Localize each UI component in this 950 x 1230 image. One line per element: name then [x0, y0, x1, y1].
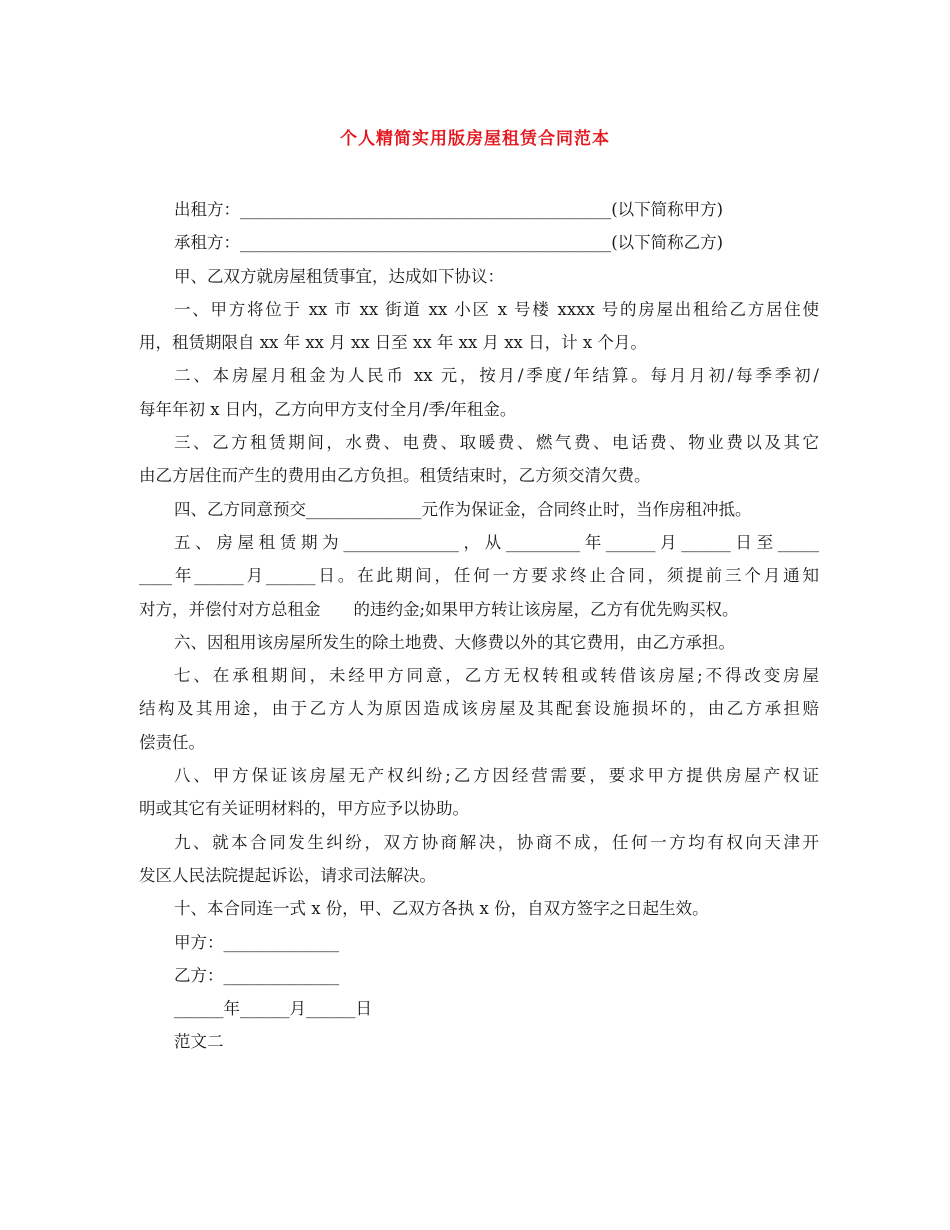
clause-5-line-1: 五、房屋租赁期为______________，从_________年______月______日至_____ [174, 532, 819, 552]
clause-6: 六、因租用该房屋所发生的除土地费、大修费以外的其它费用，由乙方承担。 [174, 632, 735, 652]
signature-date: ______年______月______日 [174, 999, 372, 1019]
clause-9-line-2: 发区人民法院提起诉讼，请求司法解决。 [139, 865, 436, 885]
sample-two-heading: 范文二 [174, 1032, 224, 1052]
document-title: 个人精简实用版房屋租赁合同范本 [340, 129, 610, 149]
landlord-line: 出租方：_____________________________________________(以下简称甲方) [174, 200, 724, 219]
clause-5-line-3: 对方，并偿付对方总租金 的违约金;如果甲方转让该房屋，乙方有优先购买权。 [139, 599, 739, 619]
clause-7-line-1: 七、在承租期间，未经甲方同意，乙方无权转租或转借该房屋;不得改变房屋 [174, 666, 819, 686]
clause-2-line-1: 二、本房屋月租金为人民币 xx 元，按月/季度/年结算。每月月初/每季季初/ [174, 366, 819, 386]
clause-4: 四、乙方同意预交______________元作为保证金，合同终止时，当作房租冲抵。 [174, 499, 752, 519]
agreement-intro: 甲、乙双方就房屋租赁事宜，达成如下协议： [174, 266, 504, 286]
clause-3-line-2: 由乙方居住而产生的费用由乙方负担。租赁结束时，乙方须交清欠费。 [139, 466, 651, 486]
clause-10: 十、本合同连一式 x 份，甲、乙双方各执 x 份，自双方签字之日起生效。 [174, 899, 709, 919]
party-a-signature: 甲方：______________ [174, 932, 339, 952]
clause-8-line-2: 明或其它有关证明材料的，甲方应予以协助。 [139, 799, 469, 819]
clause-2-line-2: 每年年初 x 日内，乙方向甲方支付全月/季/年租金。 [139, 399, 517, 419]
clause-3-line-1: 三、乙方租赁期间，水费、电费、取暖费、燃气费、电话费、物业费以及其它 [174, 433, 819, 453]
clause-1-line-2: 用，租赁期限自 xx 年 xx 月 xx 日至 xx 年 xx 月 xx 日，计 x 个月。 [139, 333, 647, 353]
party-b-signature: 乙方：______________ [174, 965, 339, 985]
document-body [139, 193, 819, 1059]
clause-8-line-1: 八、甲方保证该房屋无产权纠纷;乙方因经营需要，要求甲方提供房屋产权证 [174, 766, 819, 786]
clause-7-line-2: 结构及其用途，由于乙方人为原因造成该房屋及其配套设施损坏的，由乙方承担赔 [139, 699, 819, 719]
tenant-line: 承租方：_____________________________________________(以下简称乙方) [174, 233, 724, 253]
clause-9-line-1: 九、就本合同发生纠纷，双方协商解决，协商不成，任何一方均有权向天津开 [174, 832, 819, 852]
clause-5-line-2: ____年______月______日。在此期间，任何一方要求终止合同，须提前三个月通知 [139, 566, 819, 586]
clause-1-line-1: 一、甲方将位于 xx 市 xx 街道 xx 小区 x 号楼 xxxx 号的房屋出租给乙方居住使 [174, 299, 819, 319]
clause-7-line-3: 偿责任。 [139, 732, 205, 752]
